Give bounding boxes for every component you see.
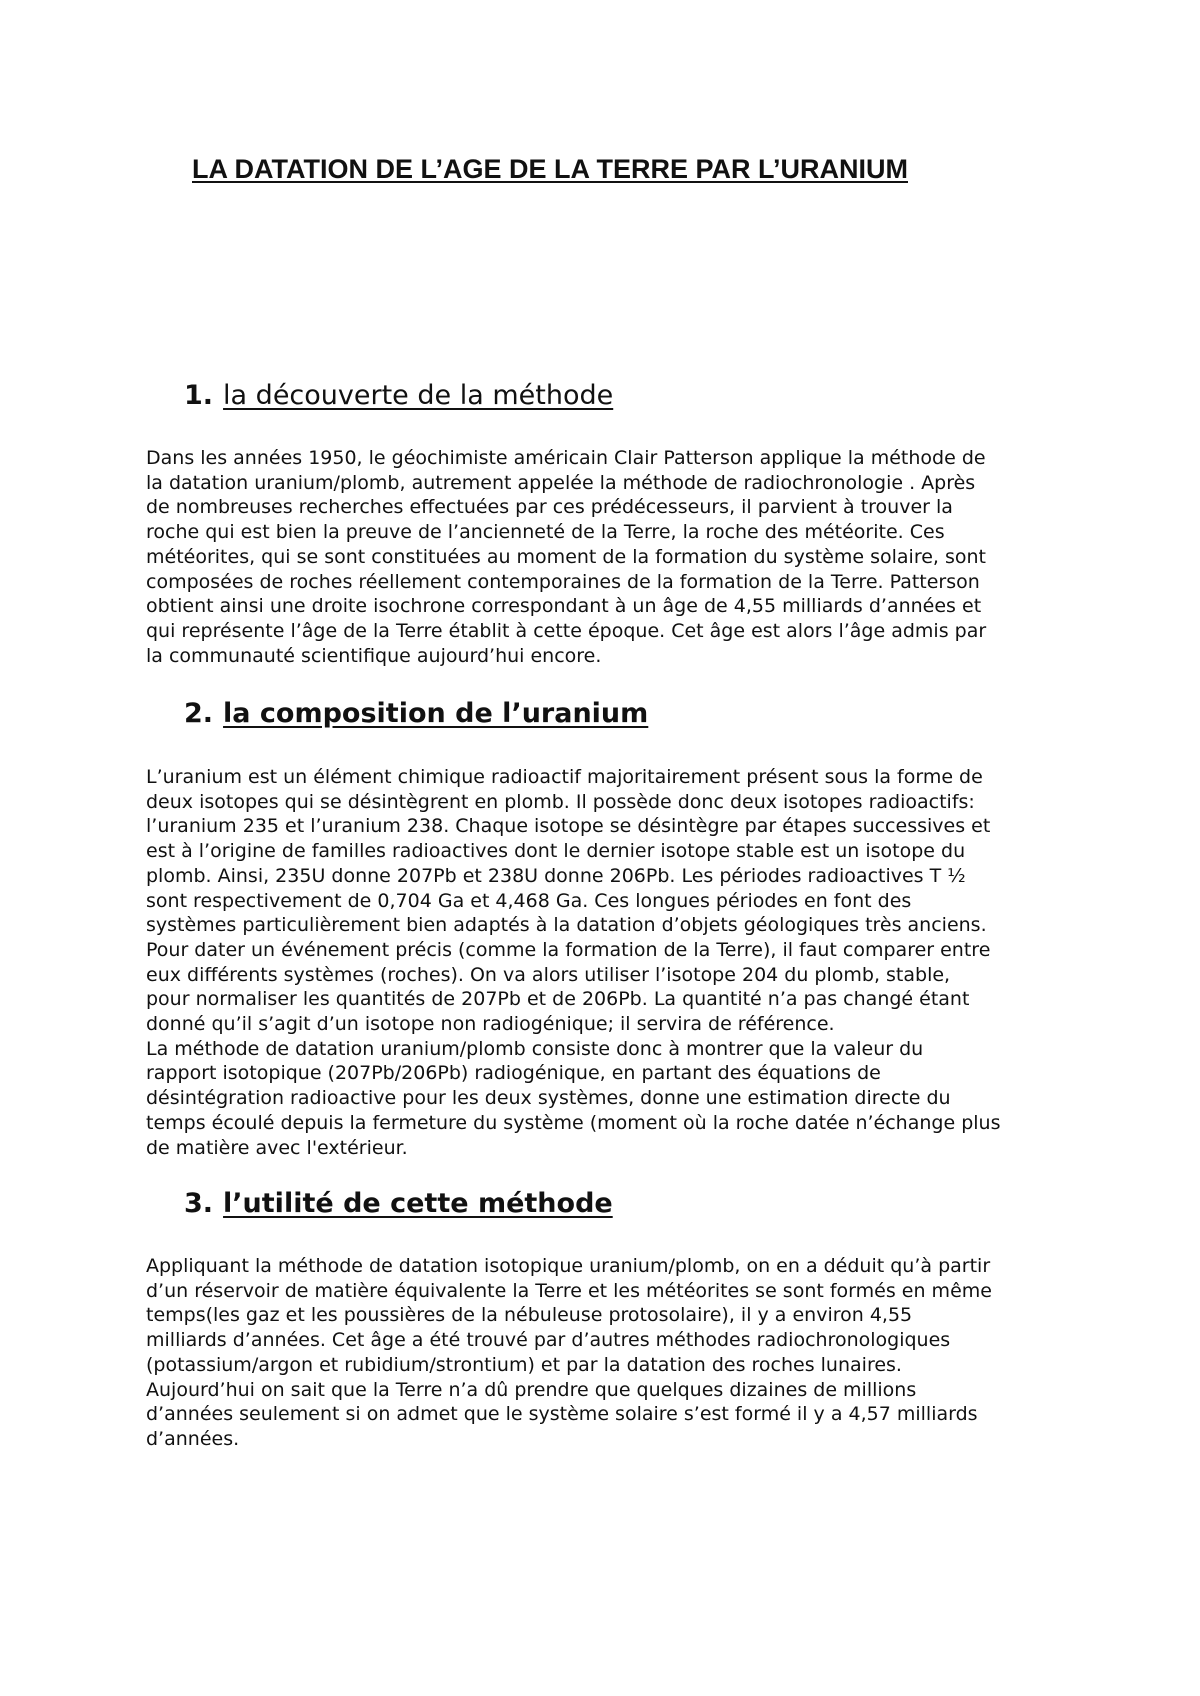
- section-1-paragraph: Dans les années 1950, le géochimiste américain Clair Patterson applique la méthode de la datation uranium/plomb, autrement appelée la méthode de radiochronologie . Après de nombreuses recherches effectuées par ces prédécesseurs, il parvient à trouver la roche qui est bien la preuve de l’ancienneté de la Terre, la roche des météorite. Ces météorites, qui se sont constituées au moment de la formation du système solaire, sont composées de roches réellement contemporaines de la formation de la Terre. Patterson obtient ainsi une droite isochrone correspondant à un âge de 4,55 milliards d’années et qui représente l’âge de la Terre établit à cette époque. Cet âge est alors l’âge admis par la communauté scientifique aujourd’hui encore.: [146, 447, 987, 667]
- section-1-number: 1.: [184, 380, 214, 411]
- document-title: LA DATATION DE L’AGE DE LA TERRE PAR L’URANIUM: [192, 154, 908, 184]
- section-2-number: 2.: [184, 698, 214, 729]
- section-2-heading: [184, 696, 648, 732]
- section-1-heading: [184, 378, 613, 414]
- section-2-paragraph: L’uranium est un élément chimique radioactif majoritairement présent sous la forme de deux isotopes qui se désintègrent en plomb. Il possède donc deux isotopes radioactifs: l’uranium 235 et l’uranium 238. Chaque isotope se désintègre par étapes successives et est à l’origine de familles radioactives dont le dernier isotope stable est un isotope du plomb. Ainsi, 235U donne 207Pb et 238U donne 206Pb. Les périodes radioactives T ½ sont respectivement de 0,704 Ga et 4,468 Ga. Ces longues périodes en font des systèmes particulièrement bien adaptés à la datation d’objets géologiques très anciens. Pour dater un événement précis (comme la formation de la Terre), il faut comparer entre eux différents systèmes (roches). On va alors utiliser l’isotope 204 du plomb, stable, pour normaliser les quantités de 207Pb et de 206Pb. La quantité n’a pas changé étant donné qu’il s’agit d’un isotope non radiogénique; il servira de référence. La méthode de datation uranium/plomb consiste donc à montrer que la valeur du rapport isotopique (207Pb/206Pb) radiogénique, en partant des équations de désintégration radioactive pour les deux systèmes, donne une estimation directe du temps écoulé depuis la fermeture du système (moment où la roche datée n’échange plus de matière avec l'extérieur.: [146, 766, 1001, 1159]
- section-1-title: la découverte de la méthode: [223, 380, 614, 411]
- section-3-number: 3.: [184, 1188, 214, 1219]
- section-3-paragraph: Appliquant la méthode de datation isotopique uranium/plomb, on en a déduit qu’à partir d’un réservoir de matière équivalente la Terre et les météorites se sont formés en même temps(les gaz et les poussières de la nébuleuse protosolaire), il y a environ 4,55 milliards d’années. Cet âge a été trouvé par d’autres méthodes radiochronologiques (potassium/argon et rubidium/strontium) et par la datation des roches lunaires. Aujourd’hui on sait que la Terre n’a dû prendre que quelques dizaines de millions d’années seulement si on admet que le système solaire s’est formé il y a 4,57 milliards d’années.: [146, 1255, 992, 1450]
- section-2-title: la composition de l’uranium: [223, 698, 649, 729]
- section-3-heading: [184, 1186, 613, 1222]
- section-3-title: l’utilité de cette méthode: [223, 1188, 613, 1219]
